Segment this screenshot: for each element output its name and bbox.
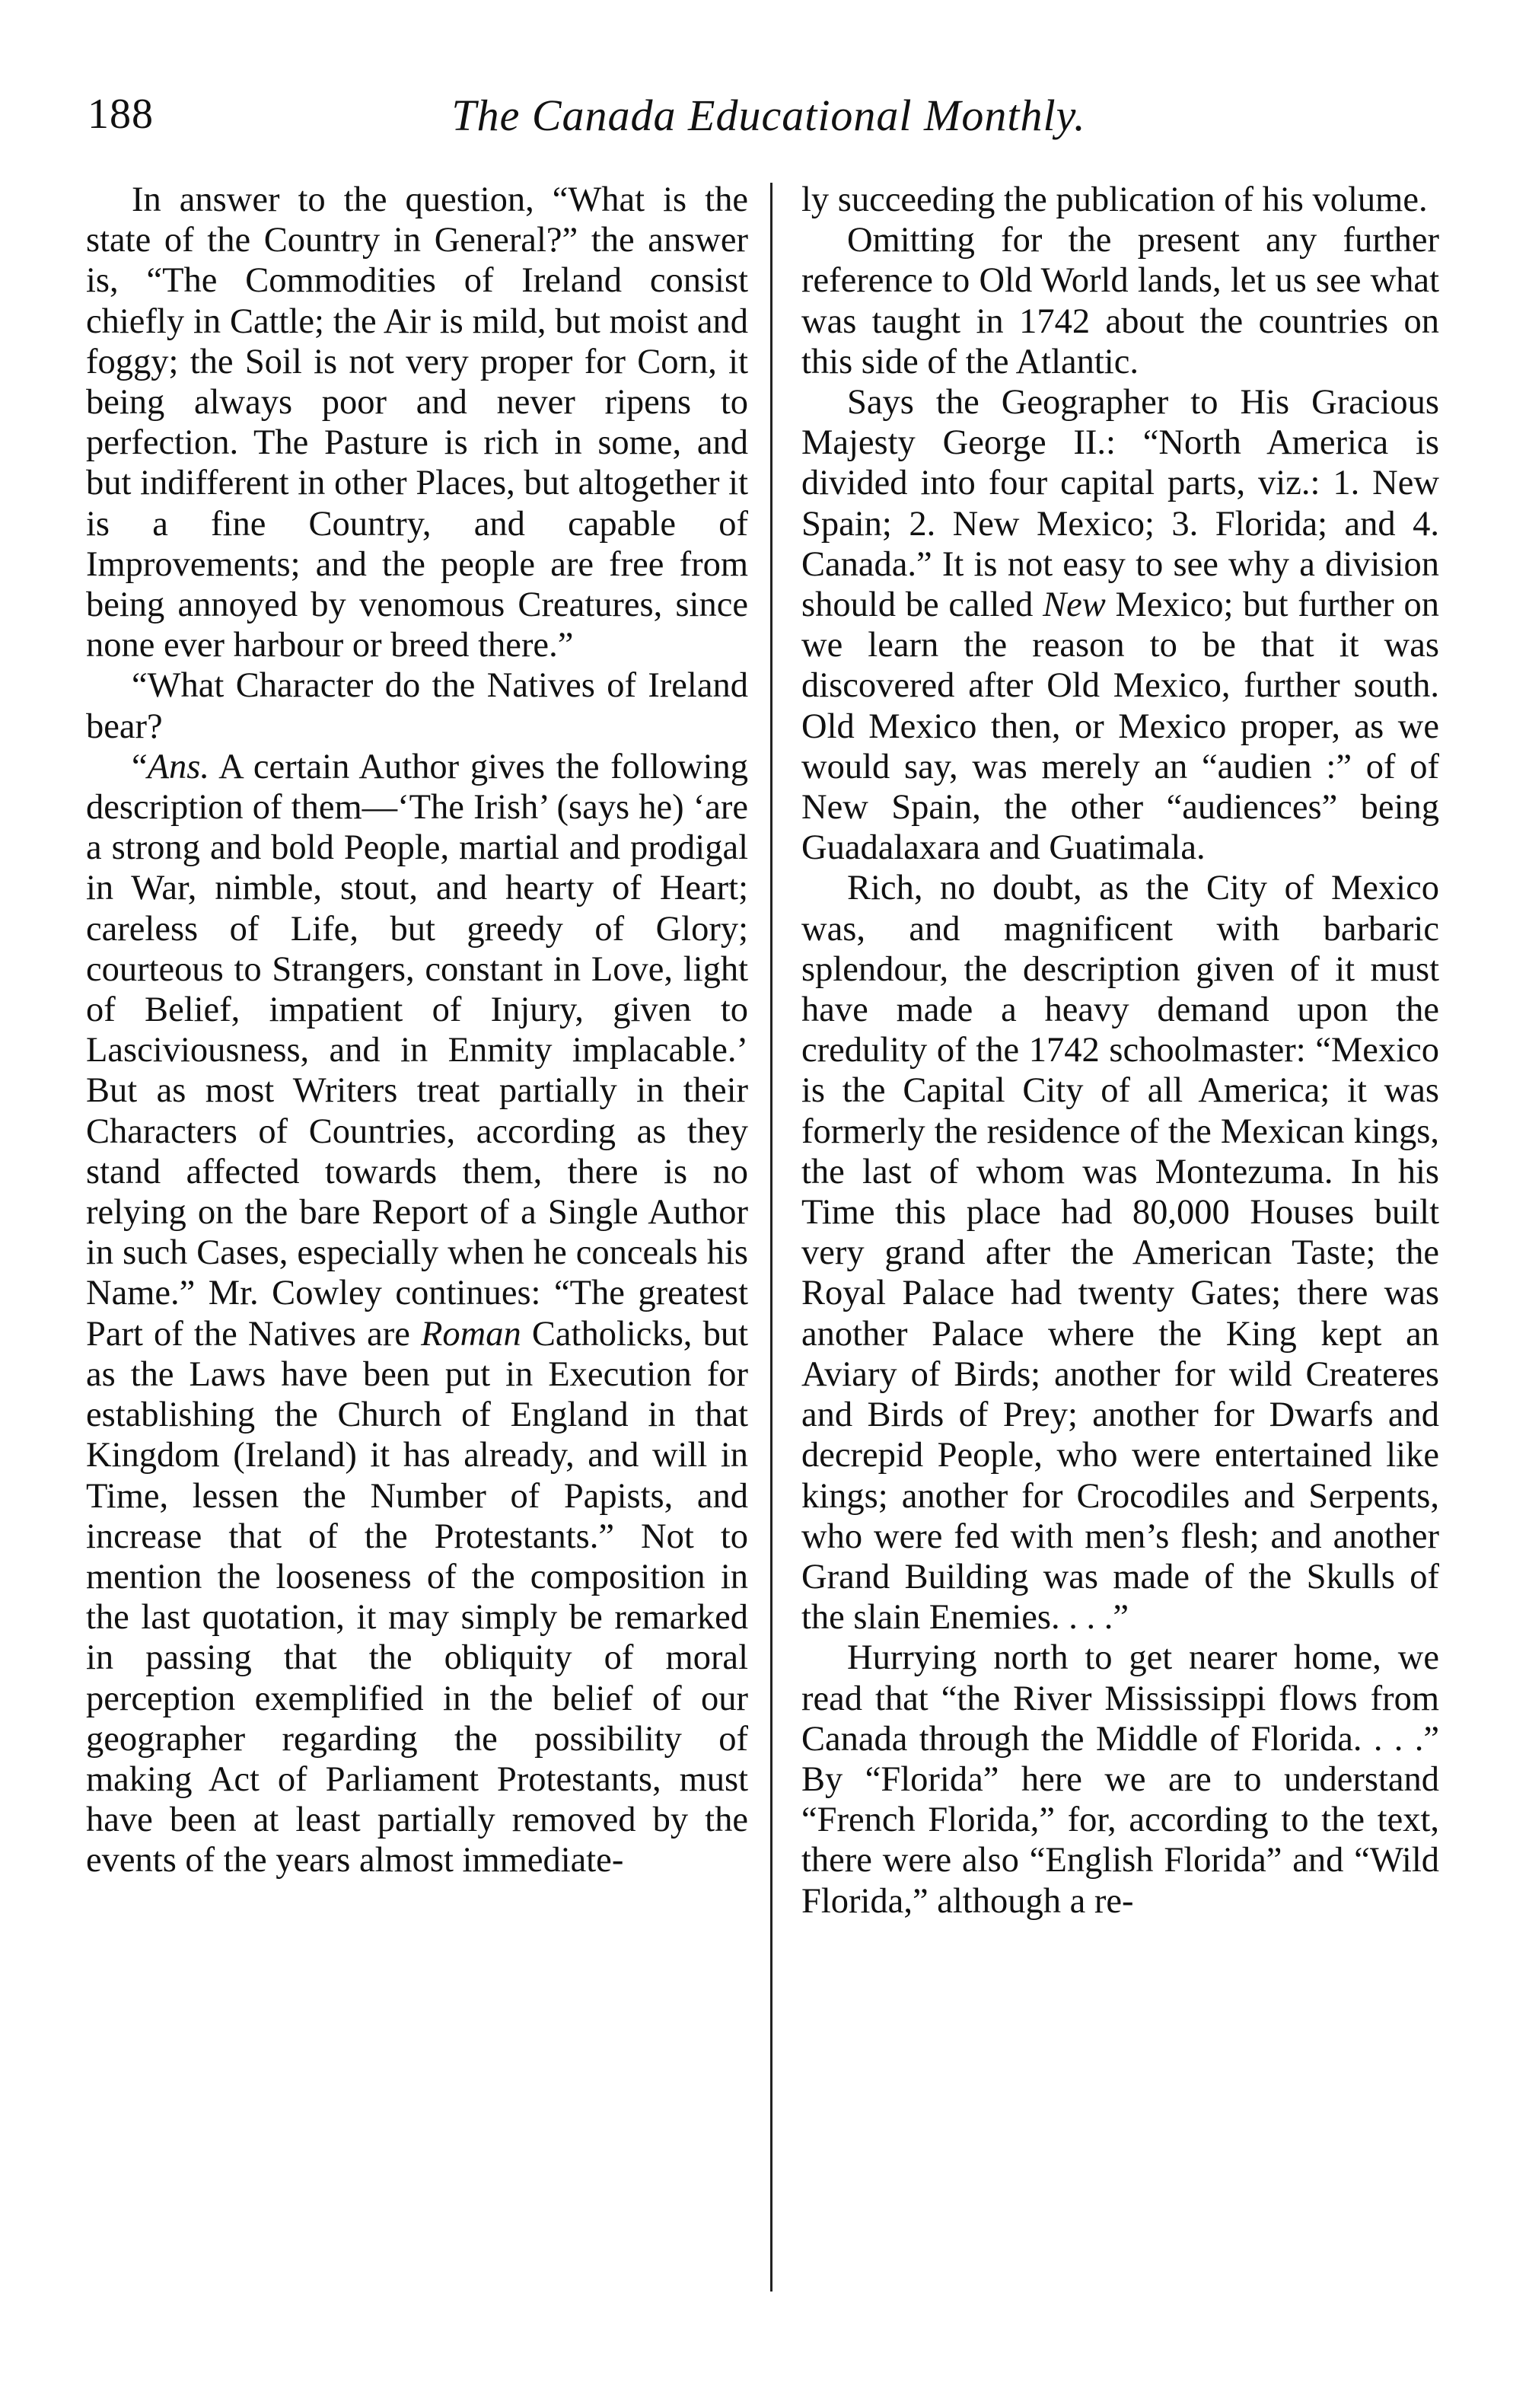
paragraph: Hurrying north to get nearer home, we read that “the River Mississippi flows from Canada through the Middle of Florida. . . .” By “Florida” here we are to understand “French Florida,” for, according to the text, there were also “English Florida” and “Wild Florida,” although a re- (801, 1638, 1439, 1921)
text-run: Says the Geographer to His Gracious Majesty George II.: “North America is divided into four capital parts, viz.: 1. New Spain; 2. New Mexico; 3. Florida; and 4. Canada.” It is not easy to see why a division should be called (801, 383, 1439, 625)
quote-mark: “ (132, 747, 148, 786)
italic-roman: Roman (421, 1314, 521, 1354)
italic-ans: Ans. (147, 747, 210, 786)
running-title: The Canada Educational Monthly. (451, 91, 1086, 140)
paragraph (86, 747, 748, 1881)
right-column (801, 180, 1439, 1922)
left-column (86, 180, 748, 1881)
page-number: 188 (88, 91, 154, 138)
paragraph: In answer to the question, “What is the state of the Country in General?” the answer is, “The Commodities of Ireland consist chiefly in Cattle; the Air is mild, but moist and foggy; the Soil is not very proper for Corn, it being always poor and never ripens to perfection. The Pasture is rich in some, and but indifferent in other Places, but altogether it is a fine Country, and capable of Improvements; and the people are free from being annoyed by venomous Creatures, since none ever harbour or breed there.” (86, 180, 748, 665)
paragraph: Rich, no doubt, as the City of Mexico was, and magnificent with barbaric splendour, the description given of it must have made a heavy demand upon the credulity of the 1742 schoolmaster: “Mexico is the Capital City of all America; it was formerly the residence of the Mexican kings, the last of whom was Montezuma. In his Time this place had 80,000 Houses built very grand after the American Taste; the Royal Palace had twenty Gates; there was another Palace where the King kept an Aviary of Birds; another for wild Createres and Birds of Prey; another for Dwarfs and decrepid People, who were entertained like kings; another for Crocodiles and Serpents, who were fed with men’s flesh; and another Grand Building was made of the Skulls of the slain Enemies. . . .” (801, 869, 1439, 1638)
column-divider (770, 183, 772, 2292)
text-run: Catholicks, but as the Laws have been put in Execution for establishing the Church of England in that Kingdom (Ireland) it has already, and will in Time, lessen the Number of Papists, and increase that of the Protestants.” Not to mention the looseness of the composition in the last quotation, it may simply be remarked in passing that the obliquity of moral perception exemplified in the belief of our geographer regarding the possibility of making Act of Parliament Protestants, must have been at least partially removed by the events of the years almost immediate- (86, 1314, 748, 1880)
paragraph: ly succeeding the publication of his volume. (801, 180, 1428, 219)
paragraph: “What Character do the Natives of Ireland bear? (86, 666, 748, 746)
paragraph: Omitting for the present any further reference to Old World lands, let us see what was taught in 1742 about the countries on this side of the Atlantic. (801, 221, 1439, 381)
italic-new: New (1043, 585, 1106, 625)
text-run: Mexico; but further on we learn the reason to be that it was discovered after Old Mexico, further south. Old Mexico then, or Mexico proper, as we would say, was merely an “audien :” of of New Spain, the other “audiences” being Guadalaxara and Guatimala. (801, 585, 1439, 868)
paragraph (801, 382, 1439, 868)
page-header (88, 90, 1450, 151)
text-run: A certain Author gives the following description of them—‘The Irish’ (says he) ‘are a strong and bold People, martial and prodigal in War, nimble, stout, and hearty of Heart; careless of Life, but greedy of Glory; courteous to Strangers, constant in Love, light of Belief, impatient of Injury, given to Lasciviousness, and in Enmity implacable.’ But as most Writers treat partially in their Characters of Countries, according as they stand affected towards them, there is no relying on the bare Report of a Single Author in such Cases, especially when he conceals his Name.” Mr. Cowley continues: “The greatest Part of the Natives are (86, 747, 748, 1354)
